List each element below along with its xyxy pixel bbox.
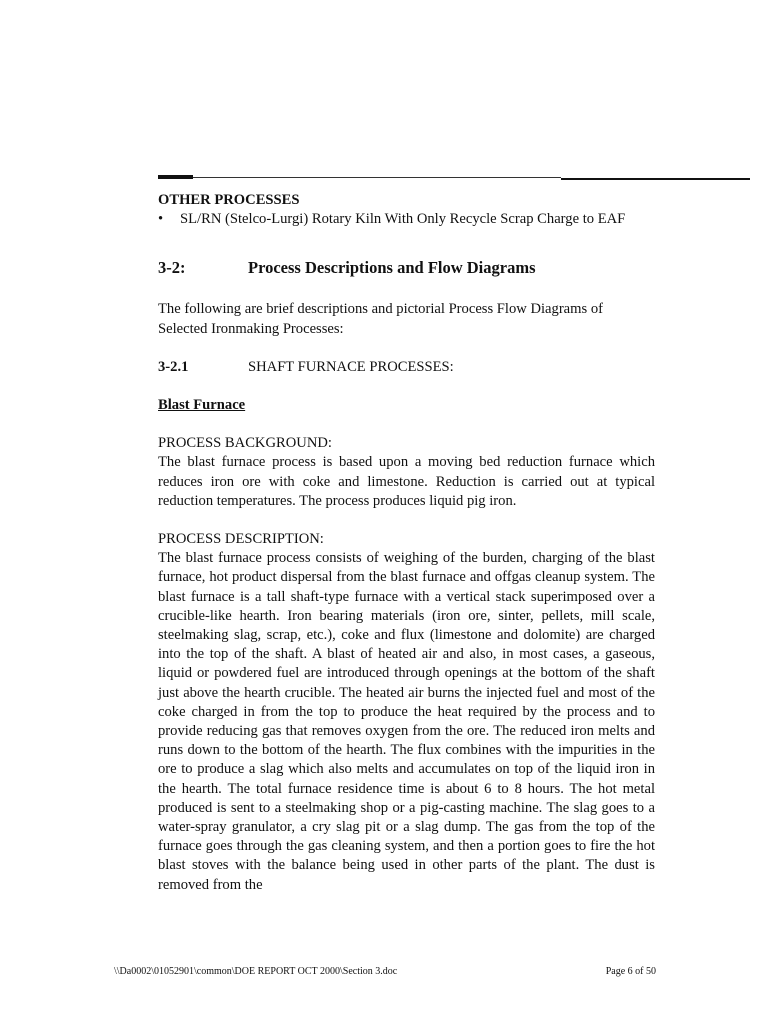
process-description-text: The blast furnace process consists of weighing of the burden, charging of the blast furnace, hot product dispersal from the blast furnace and offgas cleanup system. The blast furnace is a tall shaft-type furnace with a vertical stack superimposed over a crucible-like hearth. Iron bearing materials (iron ore, sinter, pellets, mill scale, steelmaking slag, scrap, etc.), coke and flux (limestone and dolomite) are charged into the top of the shaft. A blast of heated air and also, in most cases, a gaseous, liquid or powdered fuel are introduced through openings at the bottom of the shaft just above the hearth crucible. The heated air burns the injected fuel and most of the coke charged in from the top to produce the heat required by the process and to provide reducing gas that removes oxygen from the ore. The reduced iron melts and runs down to the bottom of the hearth. The flux combines with the impurities in the ore to produce a slag which also melts and accumulates on top of the liquid iron in the hearth. The total furnace residence time is about 6 to 8 hours. The hot metal produced is sent to a steelmaking shop or a pig-casting machine. The slag goes to a water-spray granulator, a cry slag pit or a slag dump. The gas from the top of the furnace goes through the gas cleaning system, and then a portion goes to fire the hot blast stoves with the balance being used in other parts of the plant. The dust is removed from the [158,550,655,893]
header-rule-right [561,178,750,180]
process-description-label: PROCESS DESCRIPTION: [158,531,324,548]
process-background-label: PROCESS BACKGROUND: [158,435,332,452]
process-background-text: The blast furnace process is based upon a moving bed reduction furnace which reduces iron ore with coke and limestone. Reduction is carried out at typical reduction temperatures. The process produces liquid pig iron. [158,454,655,509]
header-rule-thick [158,175,193,179]
header-rule-thin [193,177,561,178]
list-item [158,210,655,229]
subsection-title: SHAFT FURNACE PROCESSES: [248,358,454,375]
other-processes-heading: OTHER PROCESSES [158,192,300,208]
document-body [158,191,655,895]
page-footer [114,966,656,977]
bullet-text: SL/RN (Stelco-Lurgi) Rotary Kiln With Only Recycle Scrap Charge to EAF [180,211,626,228]
blast-furnace-title: Blast Furnace [158,397,246,414]
section-title: Process Descriptions and Flow Diagrams [248,258,536,278]
footer-file-path: \\Da0002\01052901\common\DOE REPORT OCT 2000\Section 3.doc [114,966,398,977]
subsection-heading-3-2-1 [158,358,655,377]
subsection-number: 3-2.1 [158,358,189,375]
section-heading-3-2 [158,257,655,279]
intro-paragraph: The following are brief descriptions and pictorial Process Flow Diagrams of Selected Ironmaking Processes: [158,301,603,337]
bullet-icon: • [158,211,164,228]
section-number: 3-2: [158,258,186,278]
footer-page-number: Page 6 of 50 [605,966,656,977]
